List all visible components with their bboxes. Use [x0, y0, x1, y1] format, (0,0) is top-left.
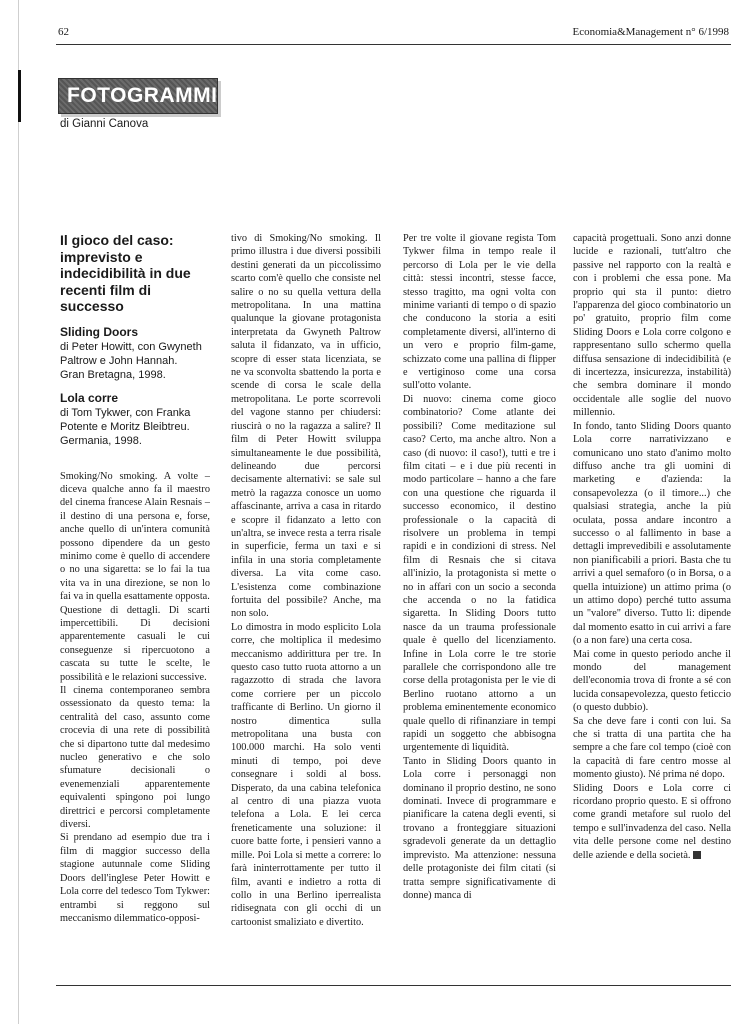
end-of-article-mark [693, 851, 701, 859]
film-title: Sliding Doors [60, 324, 138, 339]
rubric-label: FOTOGRAMMI [67, 84, 218, 107]
film-credit-line: Germania, 1998. [60, 434, 142, 447]
header-rule [56, 44, 731, 45]
film-title: Lola corre [60, 390, 119, 405]
paragraph: Mai come in questo periodo anche il mondo del management dell'economia trova di fronte a sé con lucida consapevolezza, questo feticcio (o questo dubbio). [573, 648, 731, 714]
paragraph: Tanto in Sliding Doors quanto in Lola corre i personaggi non dominano il proprio destino, ne sono dominati. Invece di programmare e pianificare la catena degli eventi, si trovano a fronteggiare situazioni sgradevoli generate da un dettaglio imprevisto. Ma attenzione: nessuna delle protagoniste dei film citati (si tratta sempre significativamente di donne) manca di [403, 755, 556, 901]
film-credit-line: Potente e Moritz Bleibtreu. [60, 420, 190, 433]
page-number: 62 [58, 26, 69, 38]
byline: di Gianni Canova [60, 118, 149, 130]
paragraph: Si prendano ad esempio due tra i film di maggior successo della stagione autunnale come Sliding Doors dell'inglese Peter Howitt e Lola corre del tedesco Tom Tykwer: entrambi si reggono sul meccanismo dilemmatico-opposi- [60, 832, 210, 924]
paragraph: Di nuovo: cinema come gioco combinatorio? Come atlante dei possibili? Come meditazione sul caso? Certo, ma anche altro. Non a caso (di nuovo: il caso!), tutti e tre i film citati – e i due più recenti in modo particolare – hanno a che fare con una questione che riguarda il successo economico, il destino professionale o la capacità di risolvere un problema in tempi rapidi e in condizioni di stress. Nel film di Resnais che si citava all'inizio, la protagonista si mette o no in affari con un socio a seconda che accenda o no la fatidica sigaretta. In Sliding Doors tutto nasce da un trauma professionale quale è quello del licenziamento. Infine in Lola corre le tre storie parallele che corrispondono alle tre corse della protagonista per le vie di Berlino ruotano attorno a un problema eminentemente economico quale quello di rifinanziare in tempi rapidi un soggetto che abbisogna urgentemente di liquidità. [403, 393, 556, 754]
column-2 [231, 232, 381, 972]
footer-rule [56, 985, 731, 986]
paragraph [573, 782, 731, 862]
column-1 [60, 232, 210, 972]
paragraph: tivo di Smoking/No smoking. Il primo illustra i due diversi possibili destini generati da un piccolissimo scarto com'è quello che consiste nel salire o no su quella vettura della metropolitana. In una mattina qualunque la giovane protagonista interpretata da Gwyneth Paltrow saluta il fidanzato, va in ufficio, scopre di esser stata licenziata, se ne va sconvolta sbattendo la porta e scende di corsa le scale della metropolitana. Le porte scorrevoli del vagone stanno per chiudersi: riuscirà o no la ragazza a salire? Il film di Peter Howitt sviluppa simultaneamente le due possibilità, delineando due percorsi decisamente alternativi: se sale sul metrò la ragazza conosce un uomo affascinante, arriva a casa in ritardo e scopre il fidanzato a letto con un'altra, se invece resta a terra risale in superficie, ferma un taxi e si infila in una storia completamente diversa. La vita come caso. L'esistenza come combinazione fortuita del possibile? Anche, ma non solo. [231, 233, 381, 620]
paragraph: capacità progettuali. Sono anzi donne lucide e razionali, tutt'altro che passive nel rapporto con la realtà e con i problemi che essa pone. Ma proprio qui sta il punto: dietro l'apparenza del gioco combinatorio un po' gratuito, proprio film come Sliding Doors e Lola corre colgono e rappresentano sullo schermo quella diffusa sensazione di indecidibilità (e di incertezza, insicurezza, instabilità) che sembra dominare il mondo occidentale alle soglie del nuovo millennio. [573, 233, 731, 419]
rubric-banner [58, 78, 218, 114]
film-credit-line: Gran Bretagna, 1998. [60, 368, 166, 381]
paragraph-text: Sliding Doors e Lola corre ci ricordano proprio questo. E si offrono come grandi metafore sul ruolo del tempo e sull'invadenza del caso. Nella vita delle persone come nel destino delle aziende e della società. [573, 782, 731, 861]
film-credit-line: di Tom Tykwer, con Franka [60, 406, 191, 419]
film-credit-line: Paltrow e John Hannah. [60, 354, 178, 367]
paragraph: Il cinema contemporaneo sembra ossessionato da questo tema: la centralità del caso, assunto come crocevia di una rete di possibilità che si dipartono tutte dal medesimo nucleo generativo e che solo sfumature decisionali o evenemenziali apparentemente equivalenti spingono poi lungo direttrici e percorsi completamente diversi. [60, 685, 210, 831]
paragraph: Questione di dettagli. Di scarti impercettibili. Di decisioni apparentemente casuali le cui conseguenze si ripercuotono a cascata su tutte le scelte, le possibilità e le relazioni successive. [60, 604, 210, 683]
paragraph: Per tre volte il giovane regista Tom Tykwer filma in tempo reale il percorso di Lola per le vie della città: stessi incontri, stesse facce, stesso tragitto, ma ogni volta con minime varianti di tempo o di spazio che conducono la storia a esiti completamente diversi, all'interno di un vero e proprio film-game, schizzato come una pallina di flipper e vertiginoso come una corsa sull'otto volante. [403, 233, 556, 392]
journal-name: Economia&Management n° 6/1998 [572, 26, 729, 38]
film-credit-line: di Peter Howitt, con Gwyneth [60, 340, 202, 353]
paragraph: Lo dimostra in modo esplicito Lola corre, che moltiplica il medesimo meccanismo addirittura per tre. In questo caso tutto ruota attorno a un ragazzotto di strada che lavora come corriere per un piccolo trafficante di Berlino. Un giorno il nostro dimentica sulla metropolitana una busta con 100.000 marchi. Ha solo venti minuti di tempo, poi deve consegnare i soldi al boss. Disperato, da una cabina telefonica al centro di una piazza vuota telefona a Lola. E lei cerca freneticamente una soluzione: il cuore batte forte, i pensieri vanno a mille. Poi Lola si mette a correre: lo farà ininterrottamente per tutto il film, avanti e indietro a rotta di collo in una Berlino iperrealista ridisegnata con gli occhi di un cartoonist smaliziato e divertito. [231, 621, 381, 928]
film-credits-1 [60, 325, 210, 382]
binding-mark [18, 70, 21, 122]
paragraph: Smoking/No smoking. A volte – diceva qualche anno fa il maestro del cinema francese Alain Resnais – il destino di una persona e, forse, anche quello di un'intera comunità possono dipendere da un gesto minimo come è quello di accendere o no una sigaretta: se lo fai la tua vita va in una direzione, se non lo fai va in quella esattamente opposta. [60, 470, 210, 603]
column-3 [403, 232, 556, 972]
paragraph: In fondo, tanto Sliding Doors quanto Lola corre narrativizzano e comunicano uno stato d'animo molto diffuso anche tra gli uomini di marketing e d'azienda: la consapevolezza (o il timore...) che qualsiasi strategia, anche la più oculata, possa andare incontro a successo o al fallimento in base a dettagli imprevedibili e assolutamente non pianificabili a priori. Basta che tu arrivi a quel semaforo (o in Borsa, o a quella intuizione) un attimo prima (o un attimo dopo) perché tutto assuma un "valore" diverso. Tutto li: dipende dal momento esatto in cui arrivi a fare (o a non fare) una certa cosa. [573, 420, 731, 647]
article-title: Il gioco del caso: imprevisto e indecidibilità in due recenti film di successo [60, 232, 191, 314]
column-4 [573, 232, 731, 972]
paragraph: Sa che deve fare i conti con lui. Sa che si tratta di una partita che ha sempre a che fare col tempo (cioè con la capacità di fare centro mosse al momento giusto). Né prima né dopo. [573, 715, 731, 781]
binding-edge [0, 0, 19, 1024]
film-credits-2 [60, 391, 210, 448]
